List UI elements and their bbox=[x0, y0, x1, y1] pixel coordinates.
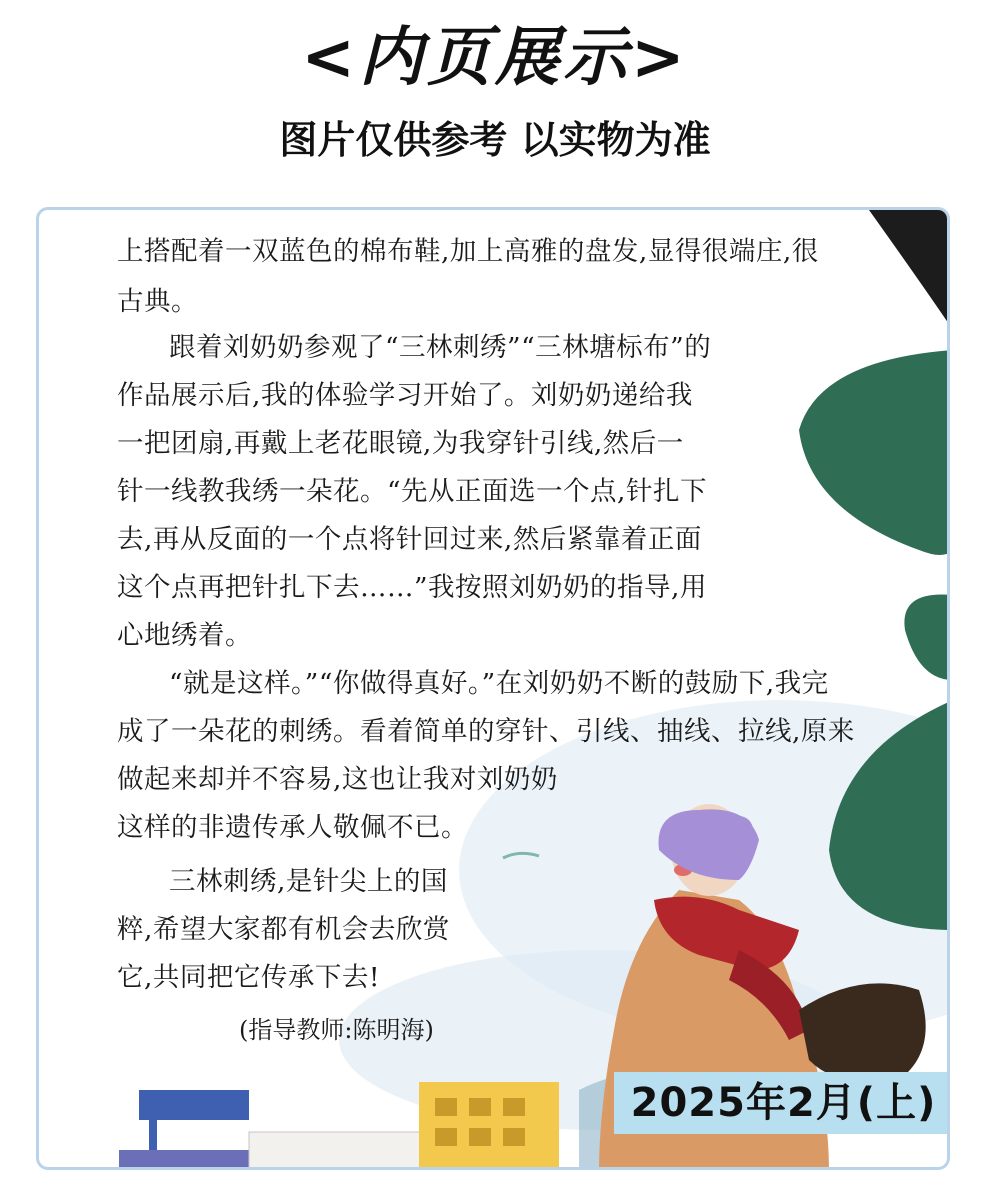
text-line: 古典。 bbox=[117, 286, 198, 317]
book-page bbox=[36, 207, 950, 1170]
girl-hat-bobble bbox=[725, 816, 753, 844]
text-line: 作品展示后,我的体验学习开始了。刘奶奶递给我 bbox=[117, 380, 693, 411]
page-header-title: <内页展示> bbox=[301, 21, 689, 95]
text-line: 跟着刘奶奶参观了“三林刺绣”“三林塘标布”的 bbox=[169, 332, 712, 363]
text-line: 成了一朵花的刺绣。看着简单的穿针、引线、抽线、拉线,原来 bbox=[117, 716, 855, 747]
text-line: 这样的非遗传承人敬佩不已。 bbox=[117, 812, 468, 843]
text-line: 去,再从反面的一个点将针回过来,然后紧靠着正面 bbox=[117, 524, 702, 555]
text-line: 做起来却并不容易,这也让我对刘奶奶 bbox=[117, 764, 558, 795]
text-line: 一把团扇,再戴上老花眼镜,为我穿针引线,然后一 bbox=[117, 428, 684, 459]
text-line: 上搭配着一双蓝色的棉布鞋,加上高雅的盘发,显得很端庄,很 bbox=[117, 236, 819, 267]
page-header-subtitle: 图片仅供参考 以实物为准 bbox=[279, 118, 711, 162]
text-line: 三林刺绣,是针尖上的国 bbox=[169, 866, 448, 897]
text-line: 心地绣着。 bbox=[117, 620, 252, 651]
text-line: 它,共同把它传承下去! bbox=[117, 962, 381, 993]
text-line: 粹,希望大家都有机会去欣赏 bbox=[117, 914, 450, 945]
dark-branch bbox=[869, 210, 950, 330]
text-line: 针一线教我绣一朵花。“先从正面选一个点,针扎下 bbox=[117, 476, 707, 507]
leaf-middle bbox=[904, 594, 950, 680]
text-line: “就是这样。”“你做得真好。”在刘奶奶不断的鼓励下,我完 bbox=[169, 668, 829, 699]
building-yellow bbox=[419, 1082, 559, 1170]
building-white bbox=[249, 1132, 429, 1170]
text-line: 这个点再把针扎下去……”我按照刘奶奶的指导,用 bbox=[117, 572, 707, 603]
issue-date-badge: 2025年2月(上) bbox=[614, 1072, 950, 1134]
building-blue-post bbox=[149, 1120, 157, 1150]
building-blue-roof bbox=[139, 1090, 249, 1120]
teacher-credit: (指导教师:陈明海) bbox=[239, 1016, 434, 1044]
leaf-upper bbox=[799, 350, 950, 555]
